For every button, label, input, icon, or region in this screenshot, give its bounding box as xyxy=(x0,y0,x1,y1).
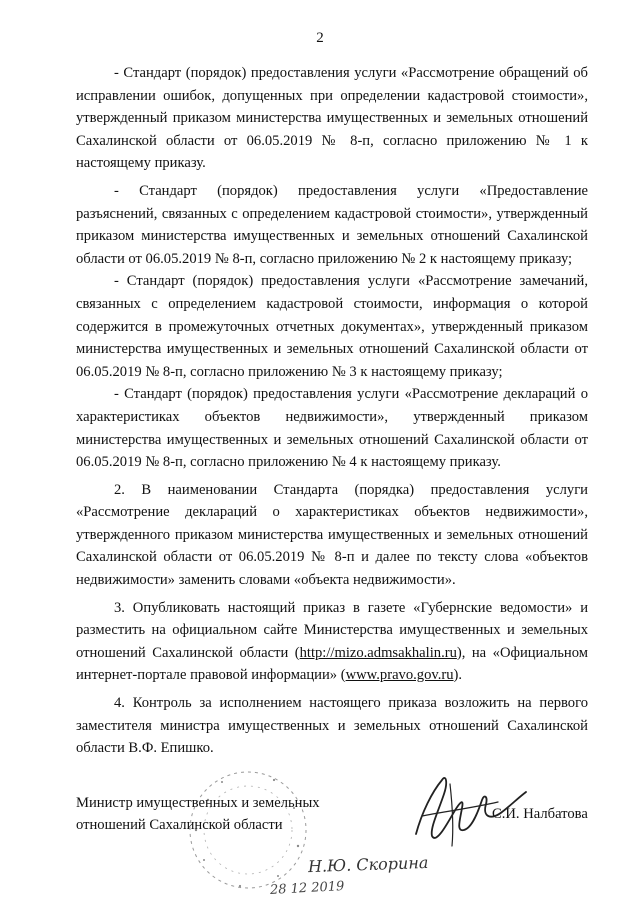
signatory-name: С.И. Налбатова xyxy=(492,806,588,822)
pravo-site-link[interactable]: www.pravo.gov.ru xyxy=(345,667,454,684)
mizo-site-link[interactable]: http://mizo.admsakhalin.ru xyxy=(299,644,457,661)
paragraph-standard-2: - Стандарт (порядок) предоставления услуги «Предоставление разъяснений, связанных с определением кадастровой стоимости», утвержденный приказом министерства имущественных и земельных отношений Сахалинской области от 06.05.2019 № 8-п, согласно приложению № 2 к настоящему приказу; xyxy=(76,182,588,267)
handwritten-signature-image xyxy=(402,772,532,852)
paragraph-item-3-text-mid: ), на «Официальном интернет-портале правовой информации» ( xyxy=(76,644,588,684)
page-number: 2 xyxy=(316,30,324,46)
paragraph-item-4: 4. Контроль за исполнением настоящего приказа возложить на первого заместителя министра имущественных и земельных отношений Сахалинской области В.Ф. Епишко. xyxy=(76,695,588,757)
paragraph-standard-1: - Стандарт (порядок) предоставления услуги «Рассмотрение обращений об исправлении ошибок, допущенных при определении кадастровой стоимости», утвержденный приказом министерства имущественных и земельных отношений Сахалинской области от 06.05.2019 № 8-п, согласно приложению № 1 к настоящему приказу. xyxy=(76,65,588,172)
handwritten-note-name: Н.Ю. Скорина xyxy=(307,852,429,877)
signatory-title: Министр имущественных и земельных отношений Сахалинской области xyxy=(76,795,320,833)
paragraph-item-3-text-after: ). xyxy=(453,667,463,684)
paragraph-standard-3: - Стандарт (порядок) предоставления услуги «Рассмотрение замечаний, связанных с определением кадастровой стоимости, информация о которой содержится в промежуточных отчетных документах», утвержденный приказом министерства имущественных и земельных отношений Сахалинской области от 06.05.2019 № 8-п, согласно приложению № 3 к настоящему приказу; xyxy=(76,273,588,380)
paragraph-standard-4: - Стандарт (порядок) предоставления услуги «Рассмотрение деклараций о характеристиках объектов недвижимости», утвержденный приказом министерства имущественных и земельных отношений Сахалинской области от 06.05.2019 № 8-п, согласно приложению № 4 к настоящему приказу. xyxy=(76,386,588,471)
handwritten-note xyxy=(269,852,490,905)
handwritten-note-date: 28 12 2019 xyxy=(269,879,345,898)
paragraph-item-2: 2. В наименовании Стандарта (порядка) предоставления услуги «Рассмотрение деклараций о характеристиках объектов недвижимости», утвержденного приказом министерства имущественных и земельных отношений Сахалинской области от 06.05.2019 № 8-п и далее по тексту слова «объектов недвижимости» заменить словами «объекта недвижимости». xyxy=(76,481,588,589)
document-body xyxy=(76,62,588,760)
paragraph-item-3 xyxy=(76,597,588,687)
paragraph-item-3-text-before: 3. Опубликовать настоящий приказ в газете «Губернские ведомости» и разместить на официальном сайте Министерства имущественных и земельных отношений Сахалинской области ( xyxy=(76,599,588,661)
